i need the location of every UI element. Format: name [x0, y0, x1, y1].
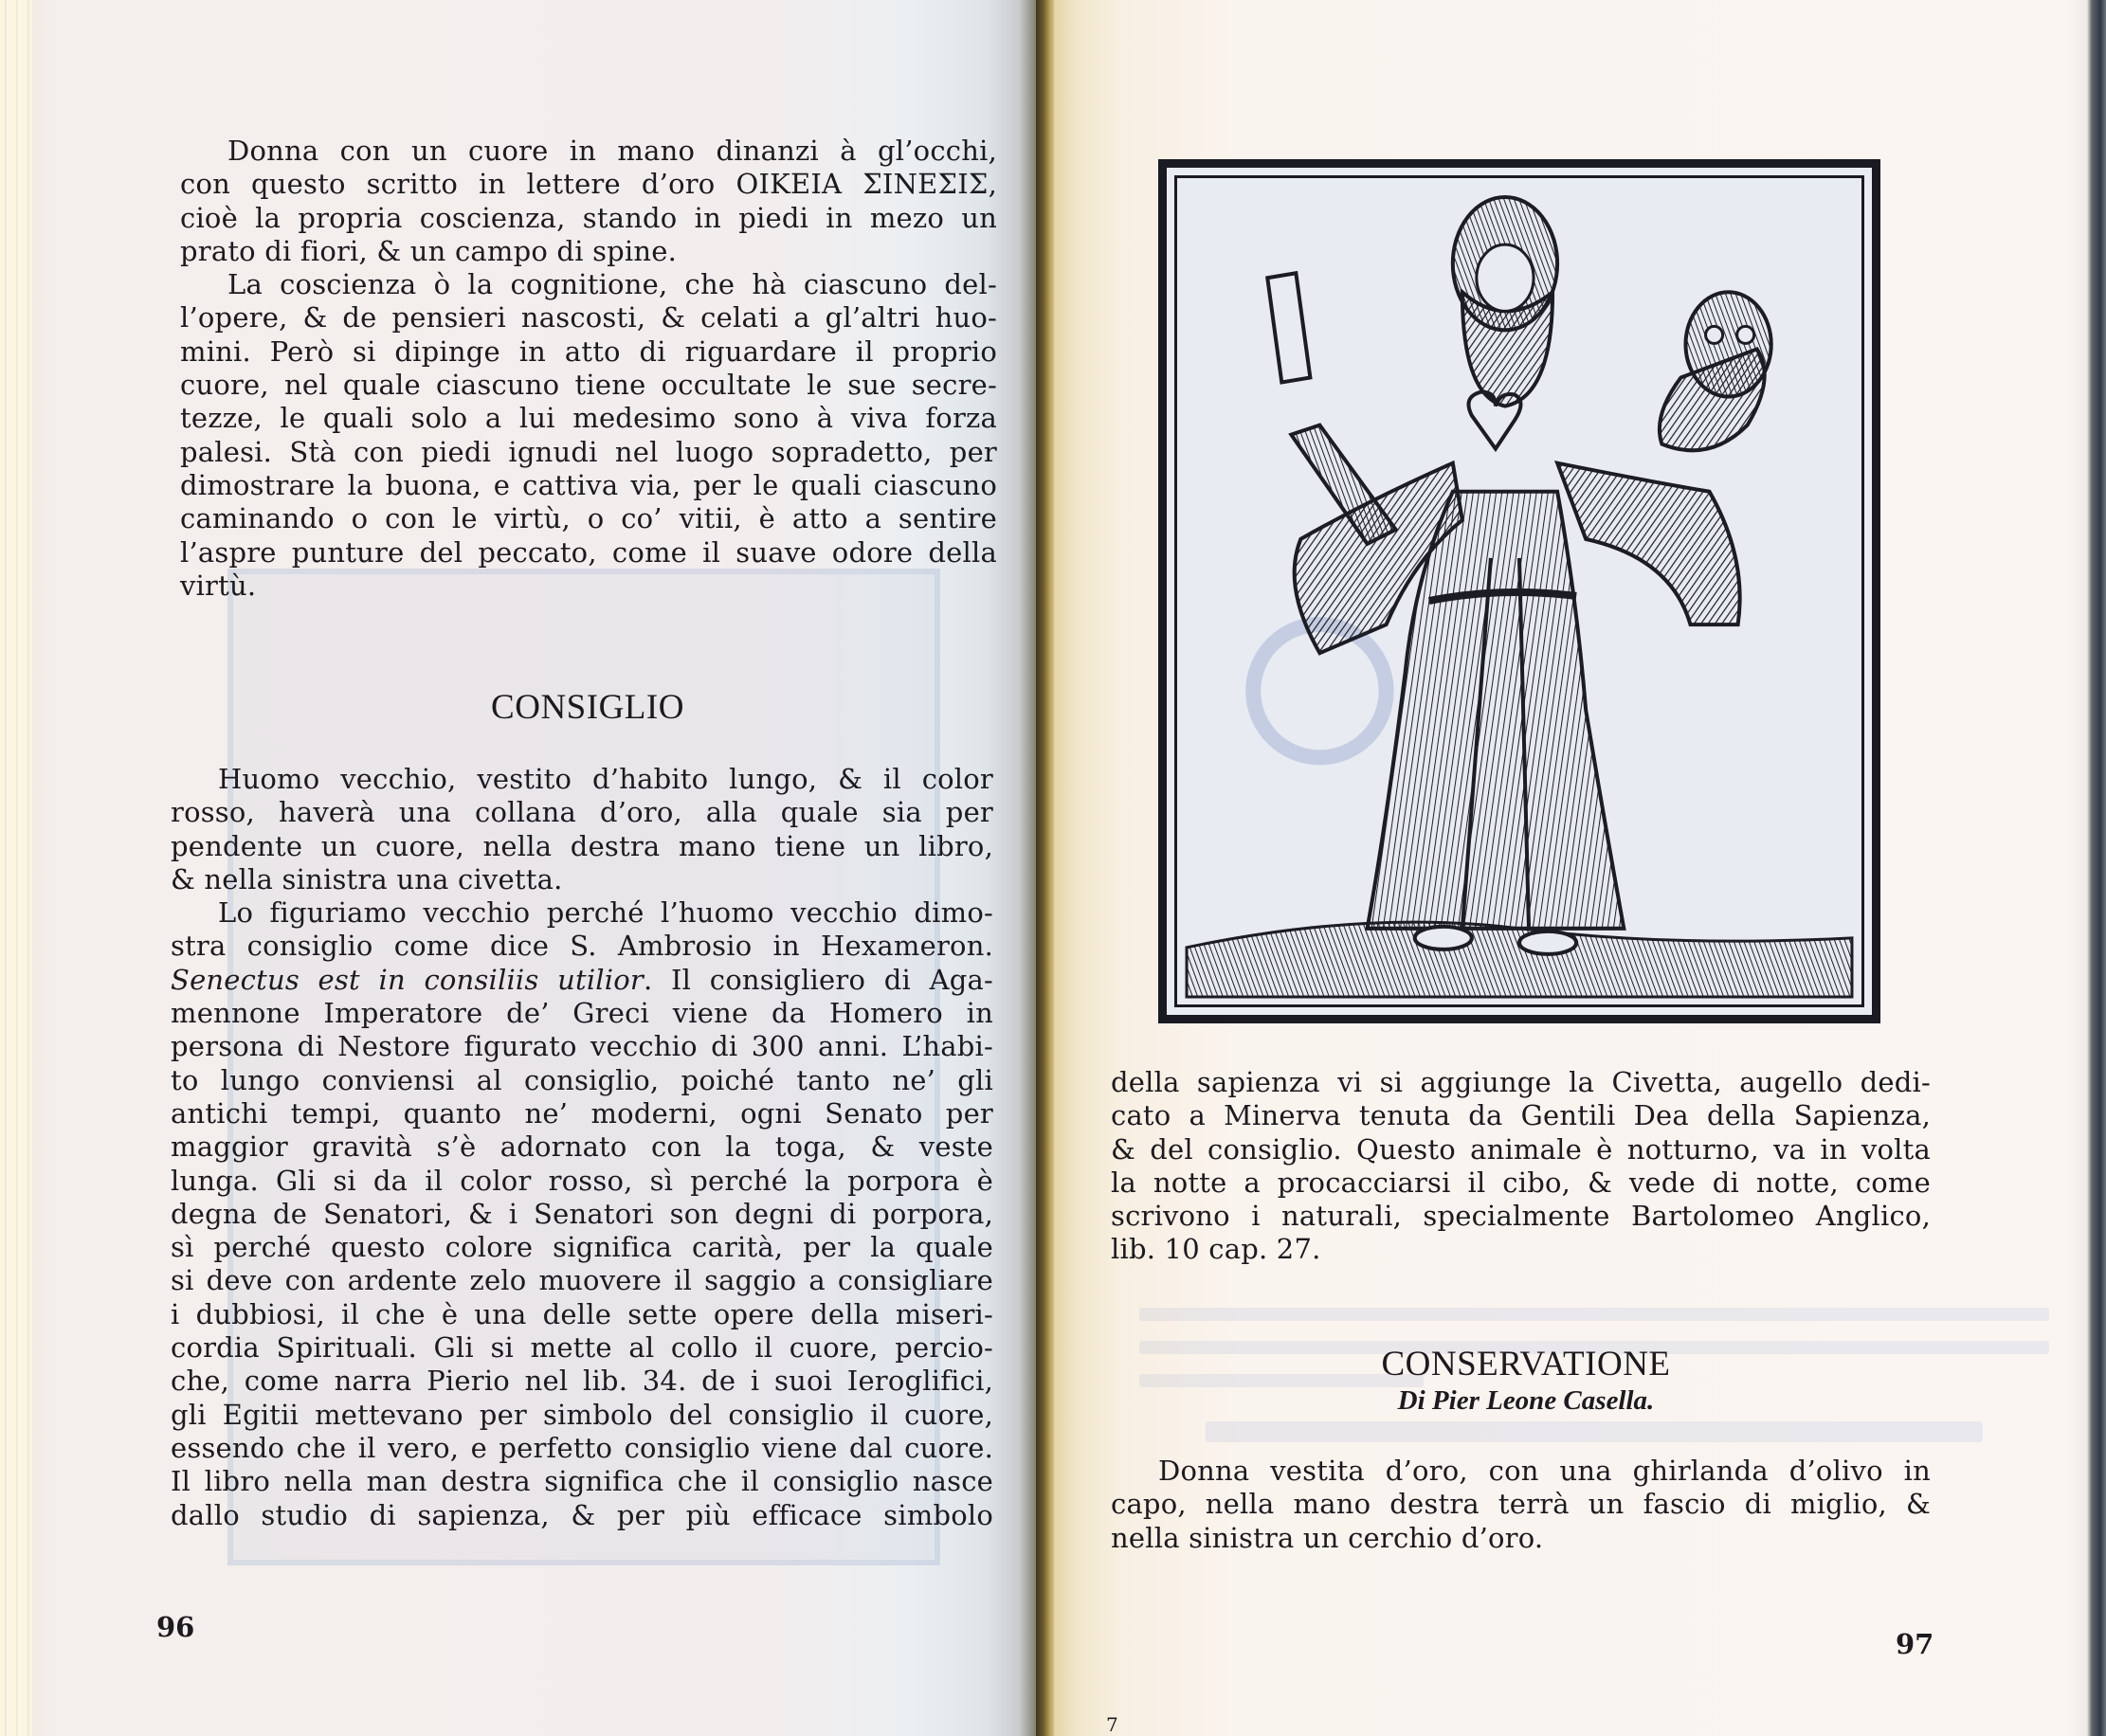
text-line: cuore, nel quale ciascuno tiene occultate le sue secre- [180, 369, 997, 402]
left-page [0, 0, 1043, 1736]
owl [1660, 292, 1771, 450]
text-line: tezze, le quali solo a lui medesimo sono à viva forza [180, 402, 997, 435]
ground [1187, 922, 1852, 997]
text-line: Lo figuriamo vecchio perché l’huomo vecchio dimo- [218, 896, 993, 930]
text-line: con questo scritto in lettere d’oro ΟΙΚΕΙΑ ΣΙΝΕΣΙΣ, [180, 168, 997, 201]
section-heading-conservatione: CONSERVATIONE [1381, 1345, 1671, 1383]
woodcut-illustration [1158, 159, 1880, 1023]
text-line: prato di fiori, & un campo di spine. [180, 234, 678, 267]
text-line: antichi tempi, quanto ne’ moderni, ogni Senato per [171, 1096, 993, 1130]
text-line: & del consiglio. Questo animale è notturno, va in volta [1111, 1132, 1931, 1166]
page-number-right: 97 [1896, 1628, 1934, 1660]
page-number-left: 96 [156, 1611, 195, 1643]
section-heading-consiglio: CONSIGLIO [491, 688, 684, 727]
text-line: pendente un cuore, nella destra mano tiene un libro, [171, 829, 993, 862]
woodcut-frame [1174, 175, 1864, 1007]
intro-paragraphs [180, 135, 997, 603]
text-line: cato a Minerva tenuta da Gentili Dea della Sapienza, [1111, 1099, 1931, 1132]
text-line: che, come narra Pierio nel lib. 34. de i suoi Ieroglifici, [171, 1365, 993, 1398]
text-line: rosso, haverà una collana d’oro, alla quale sia per [171, 796, 993, 829]
foot [1519, 931, 1576, 954]
bleed-through-text [1139, 1308, 2049, 1321]
text-line: Il libro nella man destra significa che il consiglio nasce [171, 1465, 993, 1498]
text-line: gli Egitii mettevano per simbolo del consiglio il cuore, [171, 1398, 993, 1431]
latin-quote: Senectus est in consiliis utilior [171, 963, 644, 996]
text-line: l’opere, & de pensieri nascosti, & celati a gl’altri huo- [180, 301, 997, 335]
consiglio-paragraphs [171, 763, 993, 1532]
book-spine [1267, 273, 1310, 382]
text-line: dallo studio di sapienza, & per più efficace simbolo [171, 1498, 993, 1531]
text-line: lunga. Gli si da il color rosso, sì perché la porpora è [171, 1164, 993, 1197]
bleed-through-heading [1206, 1421, 1983, 1442]
text-line-latin-quote: Senectus est in consiliis utilior. Il consigliero di Aga- [171, 963, 993, 996]
text-line: si deve con ardente zelo muovere il saggio a consigliare [171, 1264, 993, 1297]
text-line: capo, nella mano destra terrà un fascio di miglio, & [1111, 1488, 1931, 1521]
text-line: della sapienza vi si aggiunge la Civetta, augello dedi- [1111, 1066, 1931, 1098]
page-edges [0, 0, 32, 1736]
face [1477, 244, 1534, 311]
text-line: la notte a procacciarsi il cibo, & vede di notte, come [1111, 1166, 1931, 1199]
text-line: virtù. [180, 569, 257, 602]
text-line: i dubbiosi, il che è una delle sette opere della miseri- [171, 1297, 993, 1330]
conservatione-paragraph [1111, 1455, 1931, 1555]
text-line: nella sinistra un cerchio d’oro. [1111, 1521, 1544, 1554]
text-line: dimostrare la buona, e cattiva via, per le quali ciascuno [180, 468, 997, 501]
text-line: stra consiglio come dice S. Ambrosio in Hexameron. [171, 930, 993, 963]
text-line: persona di Nestore figurato vecchio di 300 anni. L’habi- [171, 1030, 993, 1063]
text-line: Huomo vecchio, vestito d’habito lungo, & il color [218, 763, 993, 795]
stray-print-mark: 7 [1106, 1713, 1118, 1736]
old-man-with-owl-figure [1177, 178, 1861, 1004]
text-line: La coscienza ò la cognitione, che hà ciascuno del- [227, 268, 997, 301]
text-line: to lungo conviensi al consiglio, poiché tanto ne’ gli [171, 1063, 993, 1096]
text-line: essendo che il vero, e perfetto consiglio viene dal cuore. [171, 1431, 993, 1464]
text-line: l’aspre punture del peccato, come il suave odore della [180, 535, 997, 569]
text-line: cioè la propria coscienza, stando in piedi in mezo un [180, 201, 997, 234]
text-line: maggior gravità s’è adornato con la toga, & veste [171, 1130, 993, 1164]
text-line: mini. Però si dipinge in atto di riguardare il proprio [180, 335, 997, 368]
text-line: scrivono i naturali, specialmente Bartolomeo Anglico, [1111, 1200, 1931, 1233]
foot [1415, 927, 1472, 949]
text-line: palesi. Stà con piedi ignudi nel luogo sopradetto, per [180, 435, 997, 468]
section-author: Di Pier Leone Casella. [1397, 1385, 1655, 1416]
text-line: caminando o con le virtù, o co’ vitii, è atto a sentire [180, 502, 997, 535]
text-line: & nella sinistra una civetta. [171, 862, 563, 895]
text-line: cordia Spirituali. Gli si mette al collo il cuore, percio- [171, 1331, 993, 1365]
text-line: Donna con un cuore in mano dinanzi à gl’occhi, [227, 135, 997, 167]
civetta-paragraph [1111, 1066, 1931, 1267]
text-line: lib. 10 cap. 27. [1111, 1233, 1321, 1266]
right-sleeve [1557, 463, 1740, 624]
text-line: degna de Senatori, & i Senatori son degni di porpora, [171, 1197, 993, 1230]
text-line: mennone Imperatore de’ Greci viene da Homero in [171, 997, 993, 1030]
text-line: sì perché questo colore significa carità, per la quale [171, 1231, 993, 1264]
text-line: Donna vestita d’oro, con una ghirlanda d’olivo in [1158, 1455, 1931, 1487]
